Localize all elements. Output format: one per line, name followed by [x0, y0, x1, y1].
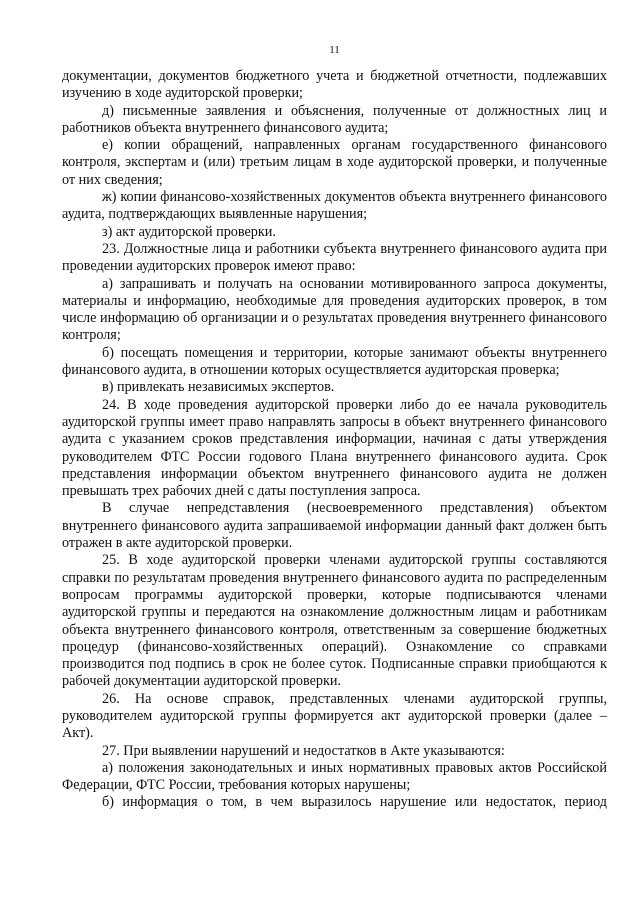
- paragraph: д) письменные заявления и объяснения, полученные от должностных лиц и работников объекта внутреннего финансового аудита;: [62, 102, 607, 136]
- paragraph: а) запрашивать и получать на основании мотивированного запроса документы, материалы и информацию, необходимые для проведения аудиторских проверок, в том числе информацию об организации и о результатах проведения внутреннего финансового контроля;: [62, 275, 607, 344]
- paragraph: 23. Должностные лица и работники субъекта внутреннего финансового аудита при проведении аудиторских проверок имеют право:: [62, 240, 607, 275]
- paragraph: е) копии обращений, направленных органам государственного финансового контроля, экспертам и (или) третьим лицам в ходе аудиторской проверки, и полученные от них сведения;: [62, 137, 607, 188]
- paragraph: б) информация о том, в чем выразилось нарушение или недостаток, период: [102, 794, 607, 811]
- paragraph: 27. При выявлении нарушений и недостатков в Акте указываются:: [102, 742, 505, 759]
- page-number: 11: [329, 44, 340, 56]
- paragraph: ж) копии финансово-хозяйственных документов объекта внутреннего финансового аудита, подтверждающих выявленные нарушения;: [62, 189, 607, 223]
- paragraph: 26. На основе справок, представленных членами аудиторской группы, руководителем аудиторской группы формируется акт аудиторской проверки (далее – Акт).: [62, 690, 607, 742]
- paragraph: а) положения законодательных и иных нормативных правовых актов Российской Федерации, ФТС России, требования которых нарушены;: [62, 759, 607, 794]
- paragraph: в) привлекать независимых экспертов.: [102, 379, 335, 396]
- paragraph: 24. В ходе проведения аудиторской проверки либо до ее начала руководитель аудиторской группы имеет право направлять запросы в объект внутреннего финансового аудита с указанием сроков представления информации, начиная с даты утверждения руководителем ФТС России годового Плана внутреннего финансового аудита. Срок представления информации объектом внутреннего финансового аудита не должен превышать трех рабочих дней с даты поступления запроса.: [62, 396, 607, 500]
- paragraph: з) акт аудиторской проверки.: [102, 223, 276, 240]
- document-body: [62, 68, 607, 812]
- paragraph: В случае непредставления (несвоевременного представления) объектом внутреннего финансового аудита запрашиваемой информации данный факт должен быть отражен в акте аудиторской проверки.: [62, 500, 607, 552]
- paragraph: документации, документов бюджетного учета и бюджетной отчетности, подлежавших изучению в ходе аудиторской проверки;: [62, 68, 607, 102]
- paragraph: б) посещать помещения и территории, которые занимают объекты внутреннего финансового аудита, в отношении которых осуществляется аудиторская проверка;: [62, 344, 607, 379]
- document-page: [62, 0, 607, 905]
- paragraph: 25. В ходе аудиторской проверки членами аудиторской группы составляются справки по результатам проведения внутреннего финансового аудита по распределенным вопросам программы аудиторской проверки, которые подписываются членами аудиторской группы и передаются на ознакомление должностным лицам и работникам объекта внутреннего финансового контроля, ответственным за совершение бюджетных процедур (финансово-хозяйственных операций). Ознакомление со справками производится под подпись в срок не более суток. Подписанные справки приобщаются к рабочей документации аудиторской проверки.: [62, 552, 607, 690]
